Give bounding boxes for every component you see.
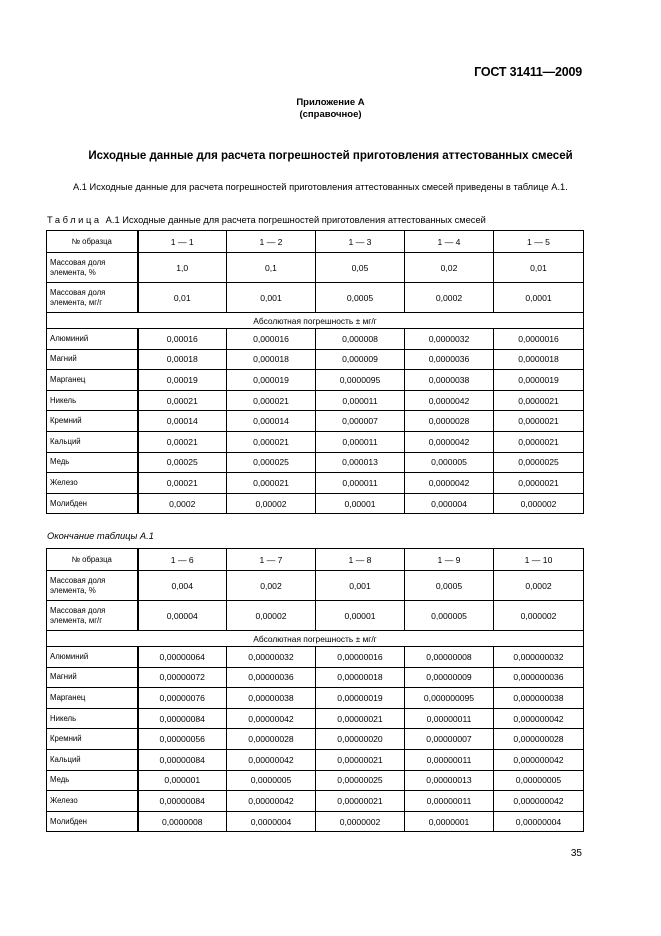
error-value: 0,0000038 bbox=[405, 370, 494, 391]
error-value: 0,00000021 bbox=[316, 708, 405, 729]
error-value: 0,0000036 bbox=[405, 349, 494, 370]
element-name: Кремний bbox=[47, 411, 138, 432]
standard-code: ГОСТ 31411—2009 bbox=[474, 65, 582, 79]
error-value: 0,0000021 bbox=[494, 431, 584, 452]
error-value: 0,00000032 bbox=[227, 647, 316, 668]
sample-id: 1 — 6 bbox=[138, 549, 227, 571]
mass-mgg-value: 0,0001 bbox=[494, 283, 584, 313]
table-row bbox=[47, 493, 584, 514]
mass-mgg-label: Массовая доля элемента, мг/г bbox=[47, 601, 138, 631]
mass-percent-label: Массовая доля элемента, % bbox=[47, 253, 138, 283]
error-value: 0,00000005 bbox=[494, 770, 584, 791]
element-name: Медь bbox=[47, 452, 138, 473]
mass-percent-value: 0,1 bbox=[227, 253, 316, 283]
error-value: 0,0000021 bbox=[494, 390, 584, 411]
error-value: 0,0000021 bbox=[494, 411, 584, 432]
appendix-heading bbox=[0, 97, 661, 121]
element-name: Молибден bbox=[47, 811, 138, 832]
error-value: 0,00021 bbox=[138, 431, 227, 452]
error-value: 0,00000056 bbox=[138, 729, 227, 750]
error-value: 0,00000004 bbox=[494, 811, 584, 832]
error-value: 0,00000007 bbox=[405, 729, 494, 750]
mass-mgg-value: 0,0002 bbox=[405, 283, 494, 313]
error-value: 0,00014 bbox=[138, 411, 227, 432]
error-value: 0,000000095 bbox=[405, 688, 494, 709]
error-value: 0,000013 bbox=[316, 452, 405, 473]
mass-percent-value: 0,001 bbox=[316, 571, 405, 601]
mass-mgg-row bbox=[47, 601, 584, 631]
error-value: 0,00000042 bbox=[227, 749, 316, 770]
element-name: Марганец bbox=[47, 370, 138, 391]
element-name: Медь bbox=[47, 770, 138, 791]
appendix-subtitle: (справочное) bbox=[299, 109, 362, 120]
mass-percent-value: 0,0005 bbox=[405, 571, 494, 601]
mass-mgg-value: 0,00002 bbox=[227, 601, 316, 631]
error-value: 0,00000008 bbox=[405, 647, 494, 668]
element-name: Магний bbox=[47, 667, 138, 688]
mass-percent-value: 0,004 bbox=[138, 571, 227, 601]
mass-percent-row bbox=[47, 253, 584, 283]
data-table-part-1 bbox=[46, 230, 584, 514]
error-value: 0,00000076 bbox=[138, 688, 227, 709]
table-row bbox=[47, 370, 584, 391]
section-label: Абсолютная погрешность ± мг/г bbox=[47, 313, 584, 329]
mass-mgg-value: 0,01 bbox=[138, 283, 227, 313]
error-value: 0,000000042 bbox=[494, 791, 584, 812]
error-value: 0,00000038 bbox=[227, 688, 316, 709]
error-value: 0,000008 bbox=[316, 329, 405, 350]
error-value: 0,00000021 bbox=[316, 791, 405, 812]
sample-header-row bbox=[47, 231, 584, 253]
error-value: 0,000018 bbox=[227, 349, 316, 370]
error-value: 0,00000019 bbox=[316, 688, 405, 709]
table-row bbox=[47, 349, 584, 370]
sample-id: 1 — 10 bbox=[494, 549, 584, 571]
error-value: 0,0000042 bbox=[405, 390, 494, 411]
error-value: 0,00000020 bbox=[316, 729, 405, 750]
error-value: 0,0000004 bbox=[227, 811, 316, 832]
error-value: 0,000007 bbox=[316, 411, 405, 432]
error-value: 0,000000028 bbox=[494, 729, 584, 750]
table-row bbox=[47, 811, 584, 832]
error-value: 0,0000025 bbox=[494, 452, 584, 473]
error-value: 0,000005 bbox=[405, 452, 494, 473]
sample-id: 1 — 2 bbox=[227, 231, 316, 253]
error-value: 0,00000016 bbox=[316, 647, 405, 668]
error-value: 0,00000084 bbox=[138, 708, 227, 729]
mass-percent-value: 1,0 bbox=[138, 253, 227, 283]
element-name: Кальций bbox=[47, 749, 138, 770]
mass-percent-value: 0,01 bbox=[494, 253, 584, 283]
element-name: Кремний bbox=[47, 729, 138, 750]
sample-id: 1 — 4 bbox=[405, 231, 494, 253]
error-value: 0,000002 bbox=[494, 493, 584, 514]
mass-percent-value: 0,0002 bbox=[494, 571, 584, 601]
error-value: 0,0000042 bbox=[405, 473, 494, 494]
sample-id: 1 — 1 bbox=[138, 231, 227, 253]
error-value: 0,00000021 bbox=[316, 749, 405, 770]
error-value: 0,00000064 bbox=[138, 647, 227, 668]
sample-number-label: № образца bbox=[47, 231, 138, 253]
error-value: 0,000025 bbox=[227, 452, 316, 473]
error-value: 0,000011 bbox=[316, 431, 405, 452]
mass-mgg-row bbox=[47, 283, 584, 313]
error-value: 0,00000011 bbox=[405, 791, 494, 812]
error-value: 0,0000005 bbox=[227, 770, 316, 791]
element-name: Магний bbox=[47, 349, 138, 370]
error-value: 0,00000011 bbox=[405, 749, 494, 770]
appendix-title: Приложение А bbox=[296, 97, 365, 108]
error-value: 0,0000002 bbox=[316, 811, 405, 832]
error-value: 0,000000032 bbox=[494, 647, 584, 668]
error-value: 0,000014 bbox=[227, 411, 316, 432]
element-name: Алюминий bbox=[47, 329, 138, 350]
error-value: 0,000000042 bbox=[494, 749, 584, 770]
error-value: 0,000000038 bbox=[494, 688, 584, 709]
error-value: 0,00000011 bbox=[405, 708, 494, 729]
error-value: 0,0000021 bbox=[494, 473, 584, 494]
mass-mgg-value: 0,0005 bbox=[316, 283, 405, 313]
error-value: 0,0002 bbox=[138, 493, 227, 514]
mass-mgg-value: 0,000005 bbox=[405, 601, 494, 631]
mass-mgg-value: 0,00004 bbox=[138, 601, 227, 631]
error-value: 0,000021 bbox=[227, 431, 316, 452]
error-value: 0,000009 bbox=[316, 349, 405, 370]
error-value: 0,00021 bbox=[138, 473, 227, 494]
error-value: 0,000021 bbox=[227, 390, 316, 411]
table-caption-text: А.1 Исходные данные для расчета погрешностей приготовления аттестованных смесей bbox=[105, 215, 486, 225]
mass-percent-value: 0,05 bbox=[316, 253, 405, 283]
table-row bbox=[47, 688, 584, 709]
element-name: Кальций bbox=[47, 431, 138, 452]
data-table-part-2 bbox=[46, 548, 584, 832]
error-value: 0,000016 bbox=[227, 329, 316, 350]
sample-number-label: № образца bbox=[47, 549, 138, 571]
table-row bbox=[47, 749, 584, 770]
error-value: 0,00016 bbox=[138, 329, 227, 350]
error-value: 0,00001 bbox=[316, 493, 405, 514]
table-row bbox=[47, 667, 584, 688]
section-title: Исходные данные для расчета погрешностей приготовления аттестованных смесей bbox=[88, 150, 573, 162]
error-value: 0,00000036 bbox=[227, 667, 316, 688]
error-value: 0,00021 bbox=[138, 390, 227, 411]
error-value: 0,000004 bbox=[405, 493, 494, 514]
table-row bbox=[47, 708, 584, 729]
error-value: 0,00000042 bbox=[227, 708, 316, 729]
error-value: 0,000019 bbox=[227, 370, 316, 391]
error-value: 0,0000008 bbox=[138, 811, 227, 832]
table-row bbox=[47, 431, 584, 452]
error-value: 0,000021 bbox=[227, 473, 316, 494]
section-row bbox=[47, 631, 584, 647]
error-value: 0,000000036 bbox=[494, 667, 584, 688]
error-value: 0,00000084 bbox=[138, 749, 227, 770]
error-value: 0,0000001 bbox=[405, 811, 494, 832]
element-name: Никель bbox=[47, 708, 138, 729]
intro-paragraph: А.1 Исходные данные для расчета погрешностей приготовления аттестованных смесей приведены в таблице А.1. bbox=[73, 182, 568, 192]
table-row bbox=[47, 390, 584, 411]
mass-mgg-label: Массовая доля элемента, мг/г bbox=[47, 283, 138, 313]
mass-percent-label: Массовая доля элемента, % bbox=[47, 571, 138, 601]
table-row bbox=[47, 770, 584, 791]
sample-id: 1 — 9 bbox=[405, 549, 494, 571]
error-value: 0,0000032 bbox=[405, 329, 494, 350]
error-value: 0,00018 bbox=[138, 349, 227, 370]
error-value: 0,0000016 bbox=[494, 329, 584, 350]
table-row bbox=[47, 329, 584, 350]
error-value: 0,00000072 bbox=[138, 667, 227, 688]
sample-id: 1 — 7 bbox=[227, 549, 316, 571]
sample-id: 1 — 5 bbox=[494, 231, 584, 253]
error-value: 0,00000025 bbox=[316, 770, 405, 791]
sample-id: 1 — 3 bbox=[316, 231, 405, 253]
section-label: Абсолютная погрешность ± мг/г bbox=[47, 631, 584, 647]
error-value: 0,0000019 bbox=[494, 370, 584, 391]
table-caption bbox=[47, 215, 486, 225]
table-row bbox=[47, 452, 584, 473]
error-value: 0,00000042 bbox=[227, 791, 316, 812]
error-value: 0,000011 bbox=[316, 390, 405, 411]
error-value: 0,00000013 bbox=[405, 770, 494, 791]
sample-header-row bbox=[47, 549, 584, 571]
mass-mgg-value: 0,00001 bbox=[316, 601, 405, 631]
table-caption-prefix: Таблица bbox=[47, 215, 102, 225]
element-name: Железо bbox=[47, 473, 138, 494]
error-value: 0,0000018 bbox=[494, 349, 584, 370]
element-name: Алюминий bbox=[47, 647, 138, 668]
element-name: Марганец bbox=[47, 688, 138, 709]
page-number: 35 bbox=[570, 848, 582, 859]
error-value: 0,00000084 bbox=[138, 791, 227, 812]
error-value: 0,000011 bbox=[316, 473, 405, 494]
mass-mgg-value: 0,001 bbox=[227, 283, 316, 313]
error-value: 0,00000028 bbox=[227, 729, 316, 750]
sample-id: 1 — 8 bbox=[316, 549, 405, 571]
mass-percent-row bbox=[47, 571, 584, 601]
table-row bbox=[47, 791, 584, 812]
table-row bbox=[47, 473, 584, 494]
element-name: Молибден bbox=[47, 493, 138, 514]
table-row bbox=[47, 411, 584, 432]
error-value: 0,00000018 bbox=[316, 667, 405, 688]
error-value: 0,00000009 bbox=[405, 667, 494, 688]
element-name: Железо bbox=[47, 791, 138, 812]
error-value: 0,0000042 bbox=[405, 431, 494, 452]
mass-percent-value: 0,02 bbox=[405, 253, 494, 283]
table-row bbox=[47, 729, 584, 750]
mass-mgg-value: 0,000002 bbox=[494, 601, 584, 631]
table-row bbox=[47, 647, 584, 668]
continuation-caption: Окончание таблицы А.1 bbox=[47, 531, 154, 541]
error-value: 0,0000028 bbox=[405, 411, 494, 432]
error-value: 0,000001 bbox=[138, 770, 227, 791]
error-value: 0,000000042 bbox=[494, 708, 584, 729]
mass-percent-value: 0,002 bbox=[227, 571, 316, 601]
error-value: 0,00025 bbox=[138, 452, 227, 473]
error-value: 0,00019 bbox=[138, 370, 227, 391]
element-name: Никель bbox=[47, 390, 138, 411]
error-value: 0,00002 bbox=[227, 493, 316, 514]
error-value: 0,0000095 bbox=[316, 370, 405, 391]
section-row bbox=[47, 313, 584, 329]
